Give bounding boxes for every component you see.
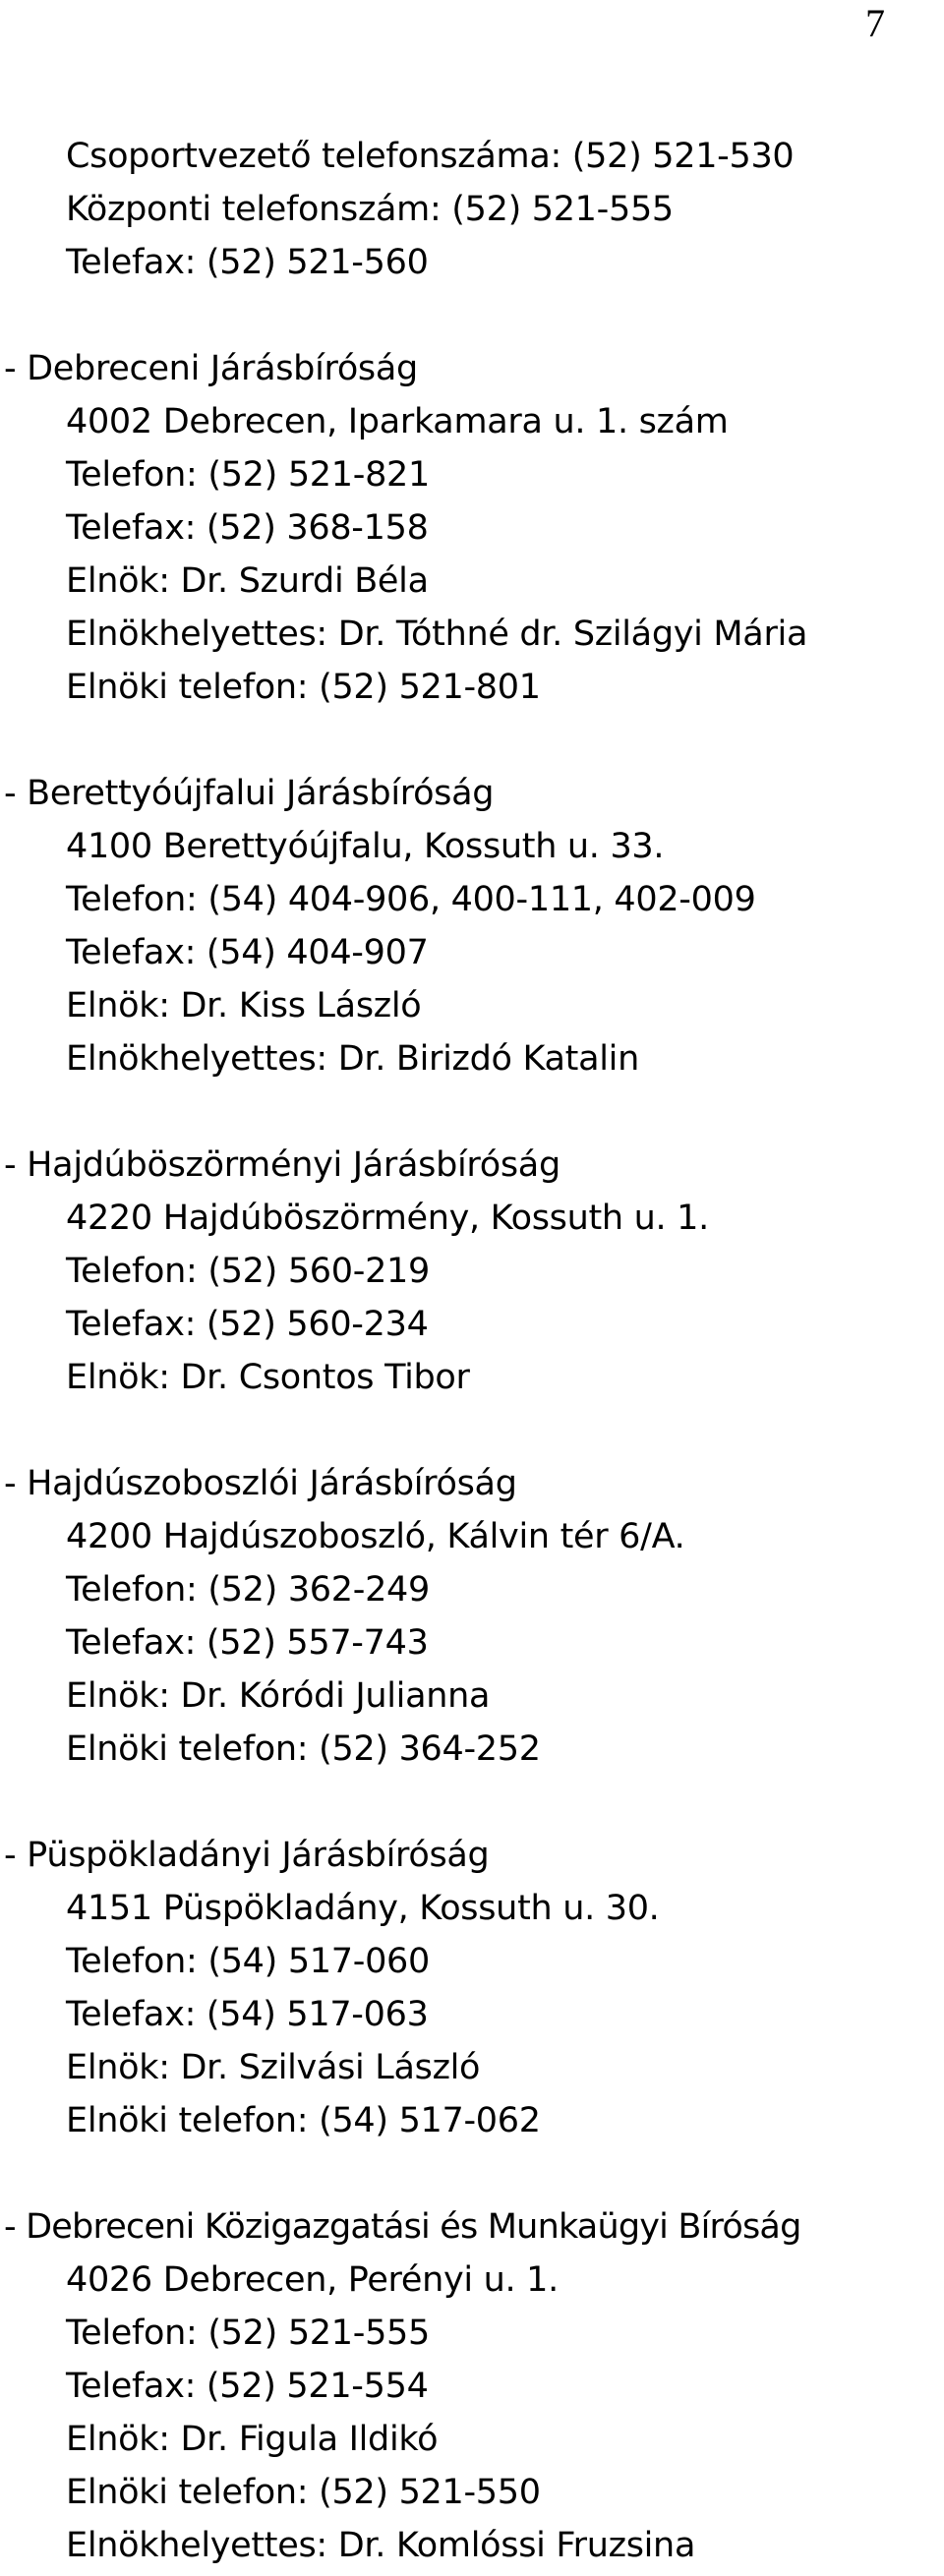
court-name: - Debreceni Közigazgatási és Munkaügyi Bíróság (4, 2207, 801, 2247)
court-name: - Hajdúszoboszlói Járásbíróság (4, 1464, 517, 1503)
court-line: Telefon: (54) 517-060 (66, 1942, 430, 1981)
intro-line: Telefax: (52) 521-560 (66, 243, 429, 282)
court-line: Elnöki telefon: (52) 364-252 (66, 1729, 541, 1769)
court-name: - Debreceni Járásbíróság (4, 349, 418, 388)
court-line: Elnöki telefon: (54) 517-062 (66, 2101, 541, 2140)
court-block-hajduszoboszloi (0, 1457, 944, 1776)
court-block-hajduboszormenyi (0, 1139, 944, 1404)
court-line: 4151 Püspökladány, Kossuth u. 30. (66, 1889, 660, 1928)
court-line: Elnök: Dr. Csontos Tibor (66, 1358, 470, 1397)
court-name: - Hajdúböszörményi Járásbíróság (4, 1145, 560, 1185)
court-line: 4002 Debrecen, Iparkamara u. 1. szám (66, 402, 729, 441)
court-block-puspokladanyi (0, 1829, 944, 2147)
court-line: Telefax: (54) 404-907 (66, 933, 429, 972)
court-line: Telefax: (52) 521-554 (66, 2367, 429, 2406)
court-line: Telefon: (52) 362-249 (66, 1570, 430, 1610)
court-line: Telefon: (52) 560-219 (66, 1252, 430, 1291)
intro-block (0, 130, 944, 289)
court-line: Elnöki telefon: (52) 521-550 (66, 2473, 541, 2512)
court-line: Telefon: (52) 521-821 (66, 455, 430, 495)
court-line: Elnökhelyettes: Dr. Komlóssi Fruzsina (66, 2526, 696, 2565)
court-line: Telefax: (52) 557-743 (66, 1623, 429, 1663)
document-body (0, 130, 944, 2572)
court-line: 4200 Hajdúszoboszló, Kálvin tér 6/A. (66, 1517, 685, 1556)
court-line: Elnök: Dr. Szurdi Béla (66, 561, 429, 601)
court-line: 4220 Hajdúböszörmény, Kossuth u. 1. (66, 1199, 709, 1238)
court-line: Telefax: (52) 560-234 (66, 1305, 429, 1344)
court-line: Elnökhelyettes: Dr. Birizdó Katalin (66, 1039, 639, 1079)
page-number: 7 (865, 1, 885, 45)
court-block-debreceni (0, 342, 944, 714)
court-block-berettyoujfalui (0, 767, 944, 1085)
court-line: Telefon: (54) 404-906, 400-111, 402-009 (66, 880, 756, 919)
court-line: Telefax: (52) 368-158 (66, 508, 429, 548)
court-line: Telefon: (52) 521-555 (66, 2313, 430, 2353)
intro-line: Központi telefonszám: (52) 521-555 (66, 190, 674, 229)
court-line: Elnökhelyettes: Dr. Tóthné dr. Szilágyi Mária (66, 615, 808, 654)
court-line: 4100 Berettyóújfalu, Kossuth u. 33. (66, 827, 665, 866)
court-line: Telefax: (54) 517-063 (66, 1995, 429, 2034)
court-line: Elnök: Dr. Figula Ildikó (66, 2420, 439, 2459)
intro-line: Csoportvezető telefonszáma: (52) 521-530 (66, 137, 795, 176)
court-line: Elnöki telefon: (52) 521-801 (66, 668, 541, 707)
court-block-kozigazgatasi (0, 2200, 944, 2572)
court-name: - Berettyóújfalui Járásbíróság (4, 774, 495, 813)
court-line: Elnök: Dr. Szilvási László (66, 2048, 481, 2087)
court-line: 4026 Debrecen, Perényi u. 1. (66, 2260, 559, 2300)
court-line: Elnök: Dr. Kóródi Julianna (66, 1676, 491, 1716)
court-name: - Püspökladányi Járásbíróság (4, 1836, 490, 1875)
court-line: Elnök: Dr. Kiss László (66, 986, 422, 1025)
